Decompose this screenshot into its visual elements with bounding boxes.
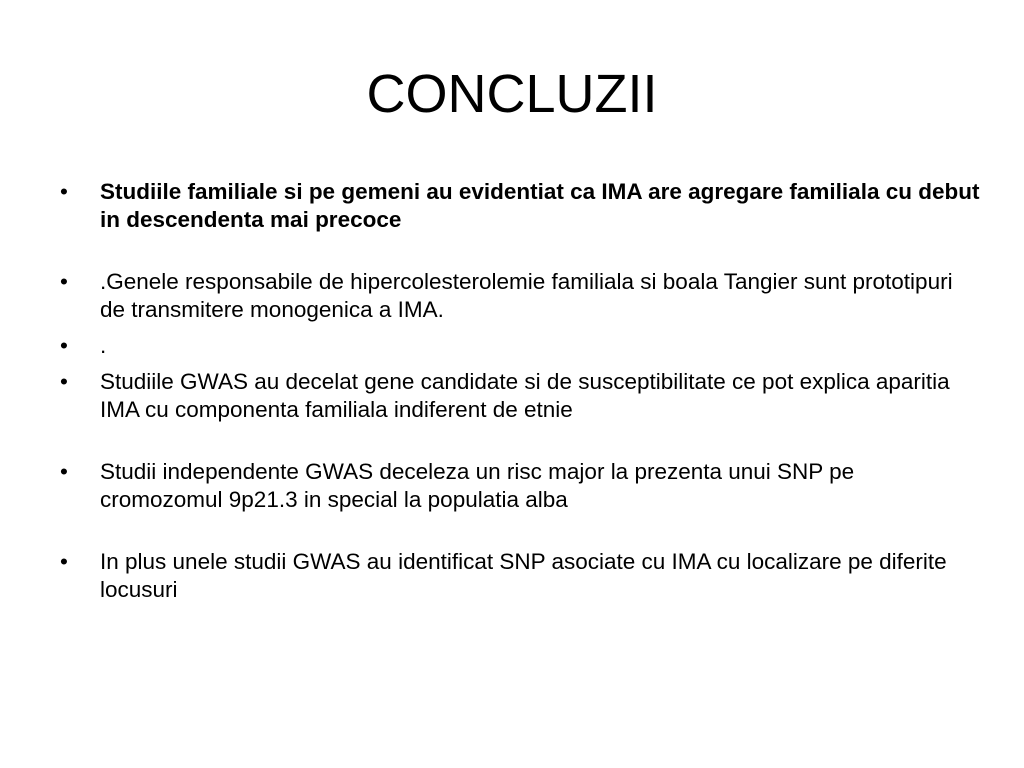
bullet-dot-icon: • [60,459,68,484]
bullet-item [60,548,980,604]
bullet-dot-icon: • [60,549,68,574]
bullet-dot-icon: • [60,369,68,394]
bullet-text: .Genele responsabile de hipercolesterolemie familiala si boala Tangier sunt prototipuri de transmitere monogenica a IMA. [100,269,953,322]
bullet-text: . [100,333,107,358]
bullet-item [60,368,980,424]
bullet-text: In plus unele studii GWAS au identificat SNP asociate cu IMA cu localizare pe diferite locusuri [100,549,947,602]
bullet-item [60,332,980,360]
bullet-dot-icon: • [60,333,68,358]
bullet-text: Studii independente GWAS deceleza un risc major la prezenta unui SNP pe cromozomul 9p21.3 in special la populatia alba [100,459,855,512]
bullet-list [60,178,980,604]
bullet-item [60,268,980,324]
bullet-text: Studiile GWAS au decelat gene candidate si de susceptibilitate ce pot explica aparitia IMA cu componenta familiala indiferent de etnie [100,369,950,422]
bullet-text: Studiile familiale si pe gemeni au evidentiat ca IMA are agregare familiala cu debut in descendenta mai precoce [100,179,980,232]
bullet-dot-icon: • [60,269,68,294]
bullet-item [60,458,980,514]
bullet-item [60,178,980,234]
bullet-dot-icon: • [60,179,68,204]
slide-title: CONCLUZII [366,64,658,124]
